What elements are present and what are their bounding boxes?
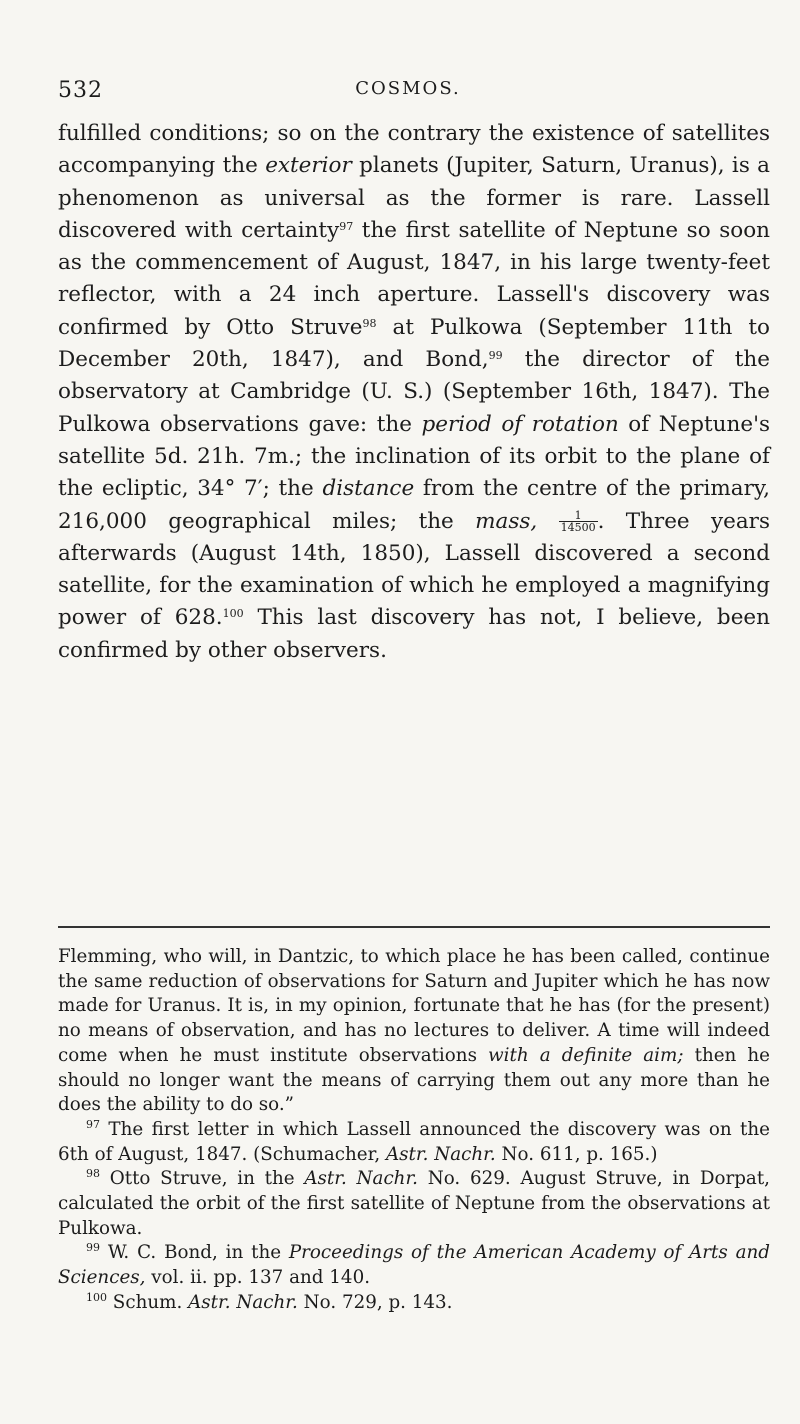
italic-run: Astr. Nachr. <box>304 1168 418 1190</box>
text-run: W. C. Bond, in the <box>100 1242 289 1264</box>
footnote-ref-100[interactable]: 100 <box>222 607 244 621</box>
text-run: fulfilled conditions; so on the contrary the existence of satellites accompanying the <box>58 121 770 179</box>
mass-fraction <box>559 510 598 533</box>
text-run: Otto Struve, in the <box>100 1168 305 1190</box>
italic-run: Astr. Nachr. <box>385 1143 496 1165</box>
italic-run: distance <box>322 476 415 502</box>
footnote-97 <box>58 1118 770 1167</box>
footnote-mark: 98 <box>86 1167 100 1181</box>
fraction-denominator: 14500 <box>560 521 596 535</box>
footnote-99 <box>58 1241 770 1290</box>
text-run: planets (Jupiter, Saturn, Uranus), is a phenomenon as universal as the former is rare. Lassell discovered with certainty <box>58 153 771 243</box>
text-run: at Pulkowa (September 11th to December 20th, 1847), and Bond, <box>58 314 771 373</box>
footnote-100 <box>58 1291 770 1316</box>
footnote-mark: 100 <box>86 1290 107 1304</box>
italic-run: exterior <box>265 153 352 179</box>
footnote-ref-99[interactable]: 99 <box>488 349 503 363</box>
text-run: No. 611, p. 165.) <box>495 1143 658 1165</box>
footnote-ref-98[interactable]: 98 <box>362 316 377 330</box>
italic-run: period of rotation <box>421 411 619 437</box>
text-run: the director of the observatory at Cambridge (U. S.) (September 16th, 1847). The Pulkowa observations gave: the <box>58 347 770 437</box>
text-run: No. 629. August Struve, in Dorpat, calculated the orbit of the first satellite of Neptune from the observations at Pulkowa. <box>58 1168 770 1239</box>
text-run: from the centre of the primary, 216,000 geographical miles; the <box>58 476 770 534</box>
text-run: of Neptune's satellite 5d. 21h. 7m.; the inclination of its orbit to the plane of the ecliptic, 34° 7′; the <box>58 411 771 502</box>
text-run: then he should no longer want the means of carrying them out any more than he does the ability to do so.” <box>58 1044 770 1116</box>
text-run: No. 729, p. 143. <box>297 1291 453 1313</box>
text-run: This last discovery has not, I believe, been confirmed by other observers. <box>58 605 770 663</box>
italic-run: Astr. Nachr. <box>188 1291 298 1313</box>
page-header <box>58 78 758 108</box>
footnote-ref-97[interactable]: 97 <box>339 219 354 233</box>
text-run: The first letter in which Lassell announced the discovery was on the 6th of August, 1847. (Schumacher, <box>58 1118 770 1165</box>
footnote-98 <box>58 1167 770 1241</box>
italic-run: Proceedings of the American Academy of Arts and Sciences, <box>58 1242 770 1289</box>
footnote-mark: 97 <box>86 1117 100 1131</box>
text-run: the first satellite of Neptune so soon as the commencement of August, 1847, in his large twenty-feet reflector, with a 24 inch aperture. Lassell's discovery was confirmed by Otto Struve <box>58 217 770 340</box>
running-head: COSMOS. <box>355 78 461 99</box>
main-text <box>58 118 770 667</box>
italic-run: with a definite aim; <box>488 1044 684 1066</box>
page-number: 532 <box>58 78 103 103</box>
text-run: . Three years afterwards (August 14th, 1850), Lassell discovered a second satellite, for the examination of which he employed a magnifying power of 628. <box>58 508 770 631</box>
text-run: Flemming, who will, in Dantzic, to which place he has been called, continue the same reduction of observations for Saturn and Jupiter which he has now made for Uranus. It is, in my opinion, fortunate that he has (for the present) no means of observation, and has no lectures to deliver. A time will indeed come when he must institute observations <box>58 946 770 1066</box>
footnotes <box>58 945 770 1316</box>
footnote-divider <box>58 926 770 928</box>
footnote-mark: 99 <box>86 1241 100 1255</box>
text-run: vol. ii. pp. 137 and 140. <box>145 1267 371 1289</box>
footnote-continuation <box>58 945 770 1118</box>
fraction-numerator: 1 <box>559 510 598 522</box>
main-paragraph <box>58 118 770 667</box>
text-run: Schum. <box>107 1291 189 1313</box>
italic-run: mass, <box>475 508 538 534</box>
